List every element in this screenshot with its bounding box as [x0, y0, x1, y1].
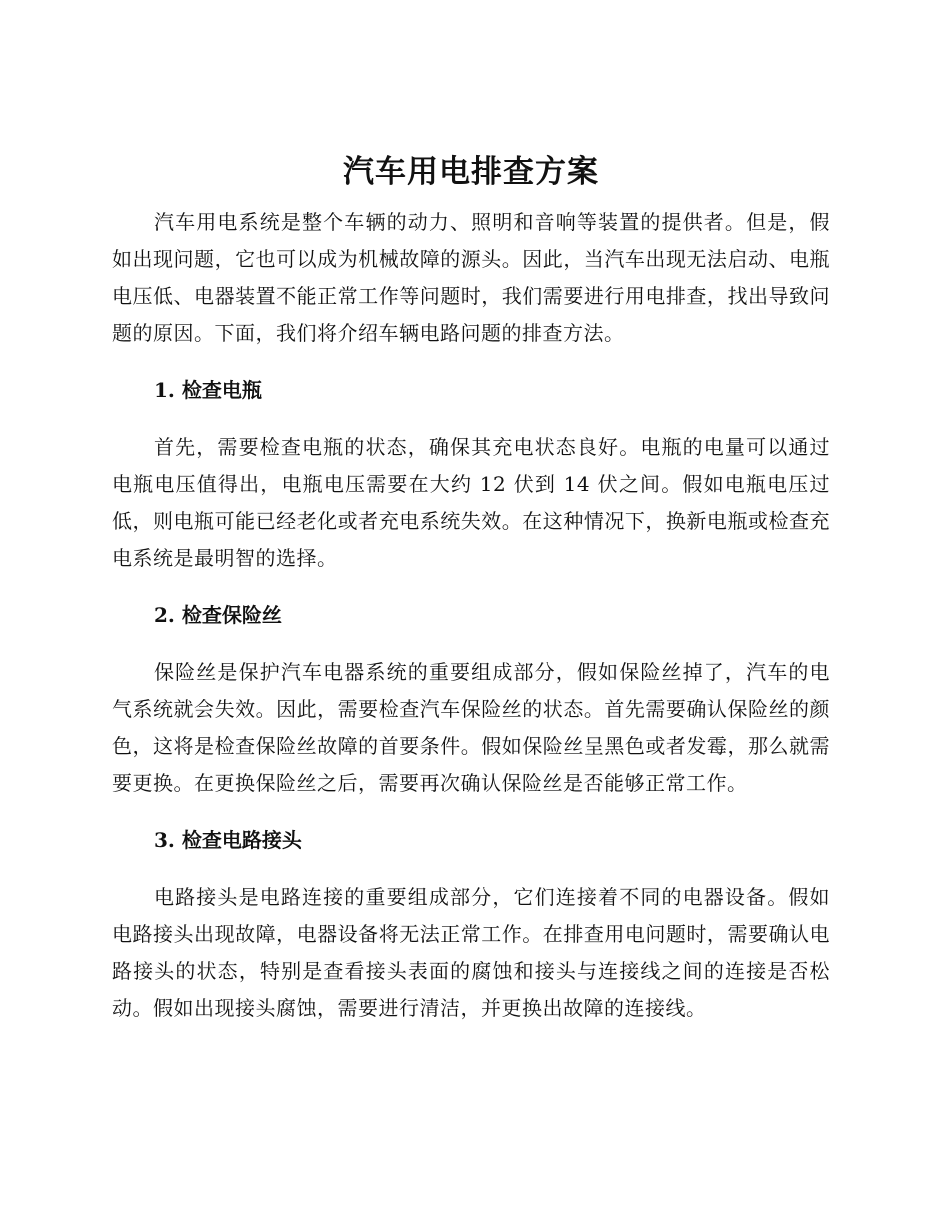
document-title: 汽车用电排查方案 [343, 154, 599, 190]
section-heading-connector: 3. 检查电路接头 [154, 828, 302, 852]
document-page [112, 152, 830, 1027]
section-heading-battery: 1. 检查电瓶 [154, 378, 262, 402]
spacer [112, 577, 830, 597]
spacer [112, 409, 830, 429]
intro-paragraph: 汽车用电系统是整个车辆的动力、照明和音响等装置的提供者。但是，假如出现问题，它也可以成为机械故障的源头。因此，当汽车出现无法启动、电瓶电压低、电器装置不能正常工作等问题时，我们需要进行用电排查，找出导致问题的原因。下面，我们将介绍车辆电路问题的排查方法。 [112, 210, 830, 345]
spacer [112, 352, 830, 372]
spacer [112, 859, 830, 879]
spacer [112, 802, 830, 822]
title-spacer [112, 192, 830, 204]
spacer [112, 634, 830, 654]
section-body-battery: 首先，需要检查电瓶的状态，确保其充电状态良好。电瓶的电量可以通过电瓶电压值得出，电瓶电压需要在大约 12 伏到 14 伏之间。假如电瓶电压过低，则电瓶可能已经老化或者充电系统失效。在这种情况下，换新电瓶或检查充电系统是最明智的选择。 [112, 435, 830, 570]
section-body-connector: 电路接头是电路连接的重要组成部分，它们连接着不同的电器设备。假如电路接头出现故障，电器设备将无法正常工作。在排查用电问题时，需要确认电路接头的状态，特别是查看接头表面的腐蚀和接头与连接线之间的连接是否松动。假如出现接头腐蚀，需要进行清洁，并更换出故障的连接线。 [112, 885, 830, 1020]
section-body-fuse: 保险丝是保护汽车电器系统的重要组成部分，假如保险丝掉了，汽车的电气系统就会失效。因此，需要检查汽车保险丝的状态。首先需要确认保险丝的颜色，这将是检查保险丝故障的首要条件。假如保险丝呈黑色或者发霉，那么就需要更换。在更换保险丝之后，需要再次确认保险丝是否能够正常工作。 [112, 660, 830, 795]
section-heading-fuse: 2. 检查保险丝 [154, 603, 282, 627]
